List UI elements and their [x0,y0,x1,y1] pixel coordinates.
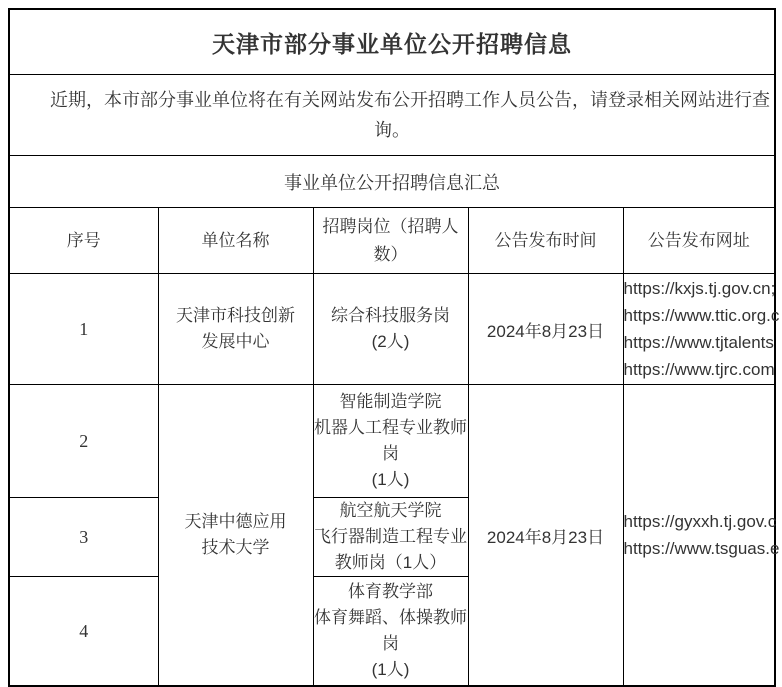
row4-position-line4: (1人) [371,660,410,679]
row1-position-line2: (2人) [371,332,410,351]
rows2-4-unit-line2: 技术大学 [201,538,270,557]
rows2-4-date: 2024年8月23日 [468,385,623,687]
row3-position [313,498,468,577]
header-row [9,208,775,274]
rows2-4-urls [623,385,780,687]
row4-position-line3: 岗 [382,634,399,653]
row1-position-line1: 综合科技服务岗 [331,306,450,325]
header-seq: 序号 [9,208,158,274]
rows2-4-unit-line1: 天津中德应用 [184,512,287,531]
url-link: https://kxjs.tj.gov.cn; [623,279,776,298]
page-title-text: 天津市部分事业单位公开招聘信息 [212,30,573,57]
table-row-1 [9,274,775,385]
header-date: 公告发布时间 [468,208,623,274]
table-caption-text: 事业单位公开招聘信息汇总 [284,172,501,193]
url-link: https://www.tjtalents [623,333,774,352]
row3-position-line1: 航空航天学院 [339,501,442,520]
row4-position-line1: 体育教学部 [348,582,433,601]
row2-position-line4: (1人) [371,470,410,489]
row2-position-line3: 岗 [382,444,399,463]
row1-seq: 1 [9,274,158,385]
row4-position [313,577,468,687]
header-url: 公告发布网址 [623,208,775,274]
row1-unit-line1: 天津市科技创新 [176,306,295,325]
header-position-line2: 数） [373,244,408,264]
row4-seq: 4 [9,577,158,687]
title-row [9,9,775,75]
row3-position-line3: 教师岗（1人） [334,553,447,572]
row2-position-line2: 机器人工程专业教师 [314,418,467,437]
intro-paragraph [9,75,775,156]
page-title [9,9,775,75]
url-link: https://gyxxh.tj.gov.c [623,512,777,531]
recruitment-table [8,8,780,687]
intro-text: 近期，本市部分事业单位将在有关网站发布公开招聘工作人员公告，请登录相关网站进行查询。 [50,90,771,140]
row1-unit [158,274,313,385]
document-sheet [8,8,780,687]
table-caption [9,156,775,208]
row3-position-line2: 飞行器制造工程专业 [314,527,467,546]
header-position [313,208,468,274]
row1-urls [623,274,780,385]
rows2-4-unit [158,385,313,687]
row1-date: 2024年8月23日 [468,274,623,385]
row1-position [313,274,468,385]
row2-position [313,385,468,498]
row4-position-line2: 体育舞蹈、体操教师 [314,608,467,627]
header-unit: 单位名称 [158,208,313,274]
table-row-2 [9,385,775,498]
caption-row [9,156,775,208]
url-link: https://www.ttic.org.c [623,306,780,325]
header-position-line1: 招聘岗位（招聘人 [322,216,459,236]
url-link: https://www.tjrc.com [623,360,775,379]
intro-row [9,75,775,156]
url-link: https://www.tsguas.e [623,539,780,558]
row3-seq: 3 [9,498,158,577]
row2-seq: 2 [9,385,158,498]
row1-unit-line2: 发展中心 [201,332,270,351]
row2-position-line1: 智能制造学院 [339,392,442,411]
